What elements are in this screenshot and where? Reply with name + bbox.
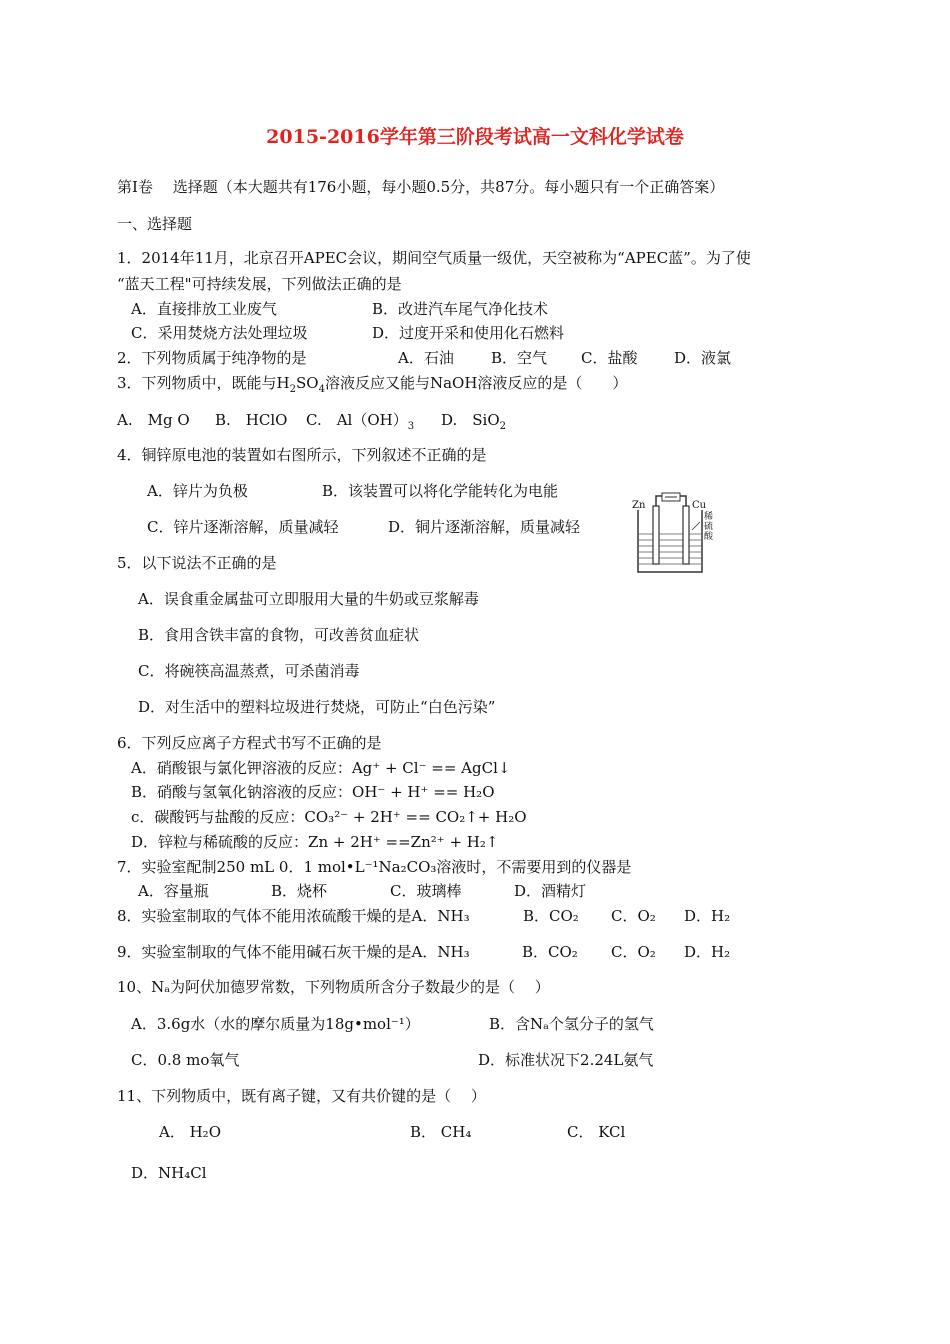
question-3-stem: 3．下列物质中，既能与$H_2SO_4$溶液反应又能与NaOH溶液反应的是（ ） (117, 374, 628, 395)
question-9-option-c: C．O₂ (611, 943, 656, 961)
question-5-option-d: D．对生活中的塑料垃圾进行焚烧，可防止“白色污染” (138, 698, 496, 716)
question-1-stem-line1: 1．2014年11月，北京召开APEC会议，期间空气质量一级优，天空被称为“APEC蓝”。为了使 (117, 249, 751, 267)
question-6-option-b: B．硝酸与氢氧化钠溶液的反应：OH⁻ + H⁺ == H₂O (131, 783, 495, 801)
question-3-option-b: B. HClO (215, 411, 288, 429)
question-1-option-d: D．过度开采和使用化石燃料 (372, 324, 565, 342)
question-1-option-c: C．采用焚烧方法处理垃圾 (131, 324, 308, 342)
copper-label: Cu (692, 500, 707, 511)
acid-label: 稀硫酸 (704, 512, 714, 542)
question-4-option-b: B．该装置可以将化学能转化为电能 (322, 482, 559, 500)
question-2-option-d: D．液氯 (674, 349, 732, 367)
zinc-label: Zn (632, 500, 646, 511)
question-3-option-a: A. Mg O (117, 411, 190, 429)
question-6-stem: 6．下列反应离子方程式书写不正确的是 (117, 734, 382, 752)
question-1-option-b: B．改进汽车尾气净化技术 (372, 300, 549, 318)
question-10-option-d: D．标准状况下2.24L氨气 (478, 1051, 654, 1069)
question-3-option-d: D. SiO$_2$ (441, 411, 507, 432)
copper-electrode-icon (683, 506, 689, 564)
question-7-option-d: D．酒精灯 (514, 882, 587, 900)
question-8-option-d: D．H₂ (684, 907, 731, 925)
question-6-option-a: A．硝酸银与氯化钾溶液的反应：Ag⁺ + Cl⁻ == AgCl↓ (131, 759, 511, 777)
question-10-stem: 10、Nₐ为阿伏加德罗常数，下列物质所含分子数最少的是（ ） (117, 978, 550, 996)
page-title: 2015-2016学年第三阶段考试高一文科化学试卷 (266, 126, 684, 148)
question-5-stem: 5．以下说法不正确的是 (117, 554, 277, 572)
question-9-option-d: D．H₂ (684, 943, 731, 961)
zinc-electrode-icon (653, 506, 659, 564)
question-6-option-d: D．锌粒与稀硫酸的反应：Zn + 2H⁺ ==Zn²⁺ + H₂↑ (131, 833, 499, 851)
question-7-option-a: A．容量瓶 (138, 882, 209, 900)
question-10-option-b: B．含Nₐ个氢分子的氢气 (489, 1015, 654, 1033)
question-6-option-c: c．碳酸钙与盐酸的反应：CO₃²⁻ + 2H⁺ == CO₂↑+ H₂O (131, 808, 527, 826)
part-heading: 一、选择题 (117, 215, 193, 233)
question-7-option-c: C．玻璃棒 (390, 882, 462, 900)
question-5-option-c: C．将碗筷高温蒸煮，可杀菌消毒 (138, 662, 360, 680)
question-11-option-c: C． KCl (567, 1123, 626, 1141)
galvanic-cell-diagram (632, 492, 718, 576)
question-7-stem: 7．实验室配制250 mL 0．1 mol•L⁻¹Na₂CO₃溶液时，不需要用到的仪器是 (117, 858, 632, 876)
question-1-option-a: A．直接排放工业废气 (131, 300, 277, 318)
question-8-option-b: B．CO₂ (523, 907, 579, 925)
question-10-option-a: A．3.6g水（水的摩尔质量为18g•mol⁻¹） (131, 1015, 420, 1033)
question-4-stem: 4．铜锌原电池的装置如右图所示，下列叙述不正确的是 (117, 446, 487, 464)
question-7-option-b: B．烧杯 (271, 882, 328, 900)
question-2-option-b: B．空气 (491, 349, 548, 367)
question-11-option-d: D．NH₄Cl (131, 1164, 207, 1182)
question-11-option-a: A． H₂O (159, 1123, 221, 1141)
question-4-option-c: C．锌片逐渐溶解，质量减轻 (147, 518, 339, 536)
question-2-option-c: C．盐酸 (581, 349, 638, 367)
question-1-stem-line2: “蓝天工程"可持续发展，下列做法正确的是 (117, 275, 402, 293)
question-3-option-c: C. $Al(OH)_3$ (306, 411, 415, 432)
question-5-option-b: B．食用含铁丰富的食物，可改善贫血症状 (138, 626, 420, 644)
question-11-option-b: B． CH₄ (410, 1123, 472, 1141)
question-9-stem: 9．实验室制取的气体不能用碱石灰干燥的是A．NH₃ (117, 943, 470, 961)
question-4-option-d: D．铜片逐渐溶解，质量减轻 (388, 518, 581, 536)
question-5-option-a: A．误食重金属盐可立即服用大量的牛奶或豆浆解毒 (138, 590, 479, 608)
question-8-option-c: C．O₂ (611, 907, 656, 925)
question-8-stem: 8．实验室制取的气体不能用浓硫酸干燥的是A．NH₃ (117, 907, 470, 925)
question-4-option-a: A．锌片为负极 (147, 482, 248, 500)
beaker-icon (638, 510, 702, 572)
question-9-option-b: B．CO₂ (522, 943, 578, 961)
section-header: 第Ⅰ卷 选择题（本大题共有176小题，每小题0.5分，共87分。每小题只有一个正确答案） (117, 178, 725, 196)
question-10-option-c: C．0.8 mo氧气 (131, 1051, 240, 1069)
question-2-option-a: A．石油 (398, 349, 454, 367)
question-2-stem: 2．下列物质属于纯净物的是 (117, 349, 307, 367)
question-11-stem: 11、下列物质中，既有离子键，又有共价键的是（ ） (117, 1087, 486, 1105)
